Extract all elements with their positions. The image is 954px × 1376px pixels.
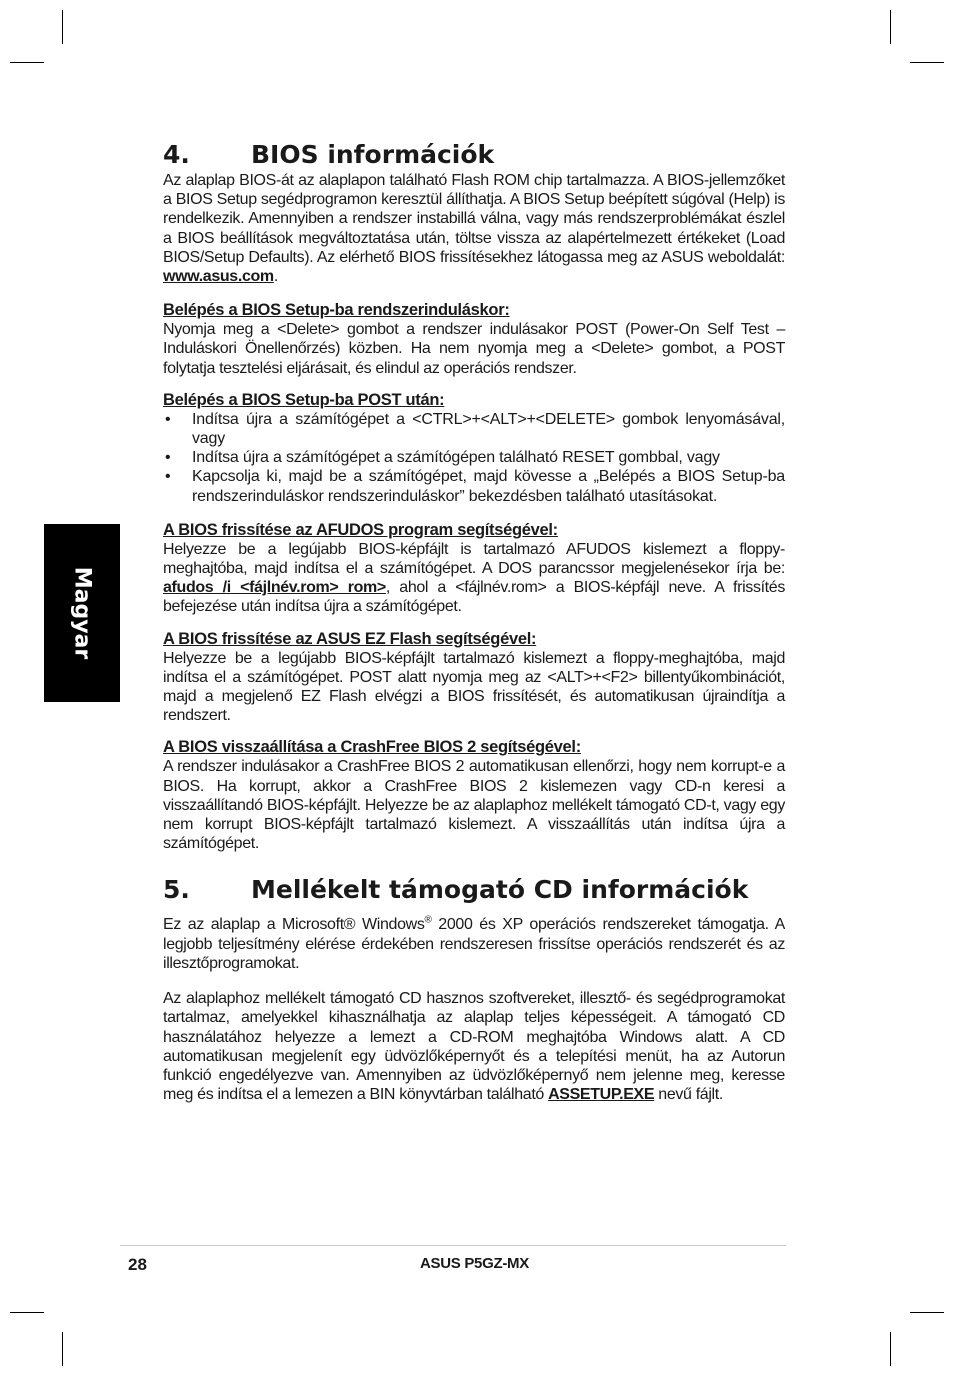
crop-mark	[910, 1312, 944, 1313]
sub4-heading: A BIOS frissítése az ASUS EZ Flash segítségével:	[163, 629, 537, 648]
p2-text-before: Az alaplaphoz mellékelt támogató CD hasznos szoftvereket, illesztő- és segédprogramokat tartalmaz, amelyekkel kihasználhatja az alaplap teljes képességeit. A támogató CD használatához helyezze a lemezt a CD-ROM meghajtóba Windows alatt. A CD automatikusan megjelenít egy üdvözlőképernyőt és a telepítési menüt, ha az Autorun funkció engedélyezve van. Amennyiben az üdvözlőképernyő nem jelenne meg, keresse meg és indítsa el a lemezen a BIN könyvtárban található	[163, 990, 785, 1104]
list-item	[163, 467, 785, 505]
crop-mark	[10, 1312, 44, 1313]
sub3-text-before: Helyezze be a legújabb BIOS-képfájlt is tartalmazó AFUDOS kislemezt a floppy-meghajtóba, majd indítsa el a számítógépet. A DOS parancssor megjelenésekor írja be:	[163, 540, 785, 578]
section-4-intro	[163, 171, 785, 286]
section-5-p2	[163, 989, 785, 1104]
intro-text: Az alaplap BIOS-át az alaplapon található Flash ROM chip tartalmazza. A BIOS-jellemzőket a BIOS Setup segédprogramon keresztül állíthatja. A BIOS Setup beépített súgóval (Help) is rendelkezik. Amennyiben a rendszer instabillá válna, vagy más rendszerproblémákat észlel a BIOS beállítások megváltoztatása után, töltse vissza az alapértelmezett értékeket (Load BIOS/Setup Defaults). Az elérhető BIOS frissítésekhez látogassa meg az ASUS weboldalát:	[163, 172, 785, 266]
sub3-text-after: , ahol a <fájlnév.rom> a BIOS-képfájl neve. A frissítés befejezése után indítsa újra a számítógépet.	[163, 579, 785, 616]
afudos-command: afudos /i <fájlnév.rom> rom>	[163, 579, 386, 597]
crop-mark	[890, 10, 891, 44]
language-tab	[44, 524, 120, 702]
intro-period: .	[273, 268, 278, 286]
sub1-heading: Belépés a BIOS Setup-ba rendszerinduláskor:	[163, 301, 510, 320]
section-5-number: 5.	[163, 875, 190, 905]
language-tab-label: Magyar	[69, 566, 95, 660]
sub2-list	[163, 410, 785, 506]
bullet: •	[165, 449, 171, 467]
crop-mark	[10, 62, 44, 63]
crop-mark	[910, 62, 944, 63]
sub3-heading: A BIOS frissítése az AFUDOS program segítségével:	[163, 520, 558, 539]
page-number: 28	[128, 1255, 147, 1274]
sub5-heading: A BIOS visszaállítása a CrashFree BIOS 2 segítségével:	[163, 738, 581, 757]
p2-text-after: nevű fájlt.	[654, 1086, 723, 1104]
registered-mark: ®	[424, 915, 432, 927]
section-5-heading	[163, 875, 785, 905]
product-name: ASUS P5GZ-MX	[420, 1255, 529, 1272]
sub3-text	[163, 540, 785, 617]
sub1-text: Nyomja meg a <Delete> gombot a rendszer indulásakor POST (Power-On Self Test – Induláskori Önellenőrzés) közben. Ha nem nyomja meg a <Delete> gombot, a POST folytatja tesztelési eljárásait, és elindul az operációs rendszer.	[163, 321, 785, 377]
list-item-text: Indítsa újra a számítógépet a számítógépen található RESET gombbal, vagy	[192, 449, 720, 467]
crop-mark	[890, 1332, 891, 1366]
bullet: •	[165, 410, 171, 428]
asus-website-link[interactable]: www.asus.com	[163, 268, 274, 286]
section-4-heading	[163, 140, 785, 170]
p1-text-before: Ez az alaplap a Microsoft® Windows	[163, 916, 425, 934]
bullet: •	[165, 468, 171, 486]
sub5-text: A rendszer indulásakor a CrashFree BIOS 2 automatikusan ellenőrzi, hogy nem korrupt-e a BIOS. Ha korrupt, akkor a CrashFree BIOS 2 kislemezen vagy CD-n keresi a visszaállítandó BIOS-képfájlt. Helyezze be az alaplaphoz mellékelt támogató CD-t, vagy egy nem korrupt BIOS-képfájlt tartalmazó kislemezt. A visszaállítás után indítsa újra a számítógépet.	[163, 758, 785, 853]
assetup-file: ASSETUP.EXE	[548, 1086, 655, 1104]
crop-mark	[62, 10, 63, 44]
list-item	[163, 448, 785, 467]
section-5-p1	[163, 915, 785, 973]
sub4-text: Helyezze be a legújabb BIOS-képfájlt tartalmazó kislemezt a floppy-meghajtóba, majd indítsa el a számítógépet. POST alatt nyomja meg az <ALT>+<F2> billentyűkombinációt, majd a megjelenő EZ Flash elvégzi a BIOS frissítését, és automatikusan újraindítja a rendszert.	[163, 649, 785, 725]
section-4-title: BIOS információk	[251, 140, 495, 169]
list-item-text: Kapcsolja ki, majd be a számítógépet, majd kövesse a „Belépés a BIOS Setup-ba rendszerinduláskor rendszerinduláskor” bekezdésben található utasításokat.	[192, 468, 785, 505]
list-item	[163, 410, 785, 448]
section-4-number: 4.	[163, 140, 190, 169]
sub2-heading: Belépés a BIOS Setup-ba POST után:	[163, 390, 445, 409]
footer-divider	[120, 1245, 786, 1246]
p1-text-after: 2000 és XP operációs rendszereket támogatja. A legjobb teljesítmény elérése érdekében rendszeresen frissítse operációs rendszerét és az illesztőprogramokat.	[163, 916, 785, 972]
section-5-title: Mellékelt támogató CD információk	[251, 875, 749, 905]
list-item-text: Indítsa újra a számítógépet a <CTRL>+<ALT>+<DELETE> gombok lenyomásával, vagy	[192, 410, 785, 448]
crop-mark	[62, 1332, 63, 1366]
page-content	[163, 140, 785, 1104]
